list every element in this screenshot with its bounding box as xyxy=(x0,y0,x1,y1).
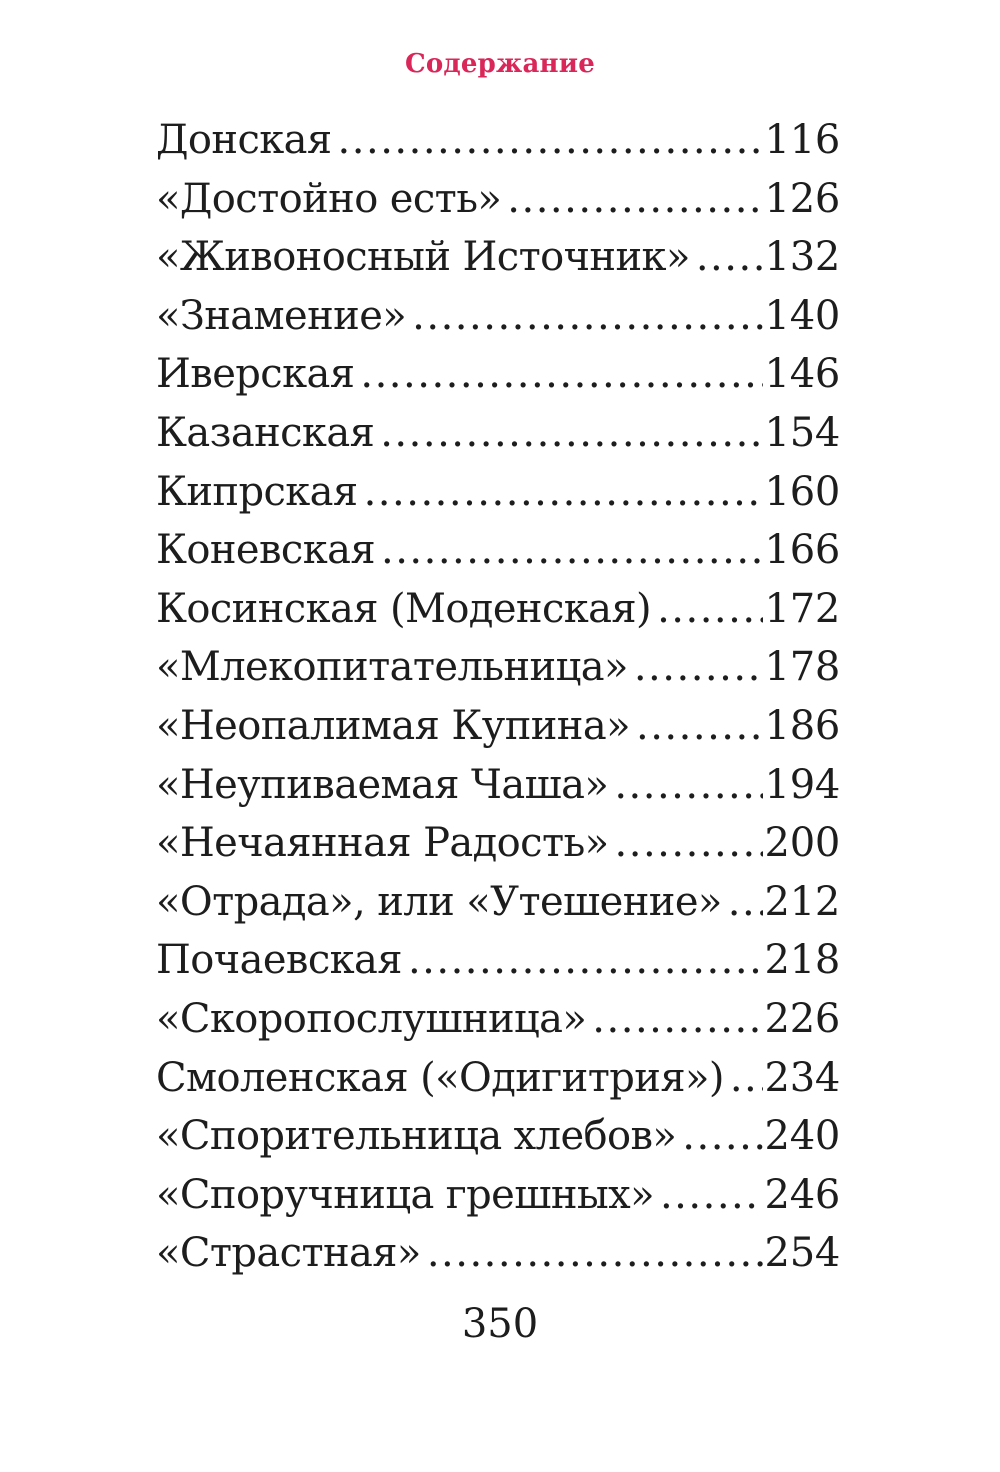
toc-entry xyxy=(156,287,840,346)
toc-dot-leader xyxy=(408,931,763,990)
toc-dot-leader xyxy=(615,814,763,873)
toc-entry-page: 116 xyxy=(764,117,840,163)
table-of-contents xyxy=(156,111,840,1283)
toc-dot-leader xyxy=(507,170,762,229)
toc-entry xyxy=(156,873,840,932)
toc-entry-page: 194 xyxy=(764,761,840,808)
toc-dot-leader xyxy=(682,1107,762,1166)
toc-entry-title: Кипрская xyxy=(156,468,358,515)
toc-entry-page: 154 xyxy=(764,409,840,456)
toc-entry xyxy=(156,1107,840,1166)
toc-entry-page: 240 xyxy=(764,1113,840,1160)
toc-entry-page: 212 xyxy=(764,878,840,925)
toc-dot-leader xyxy=(696,228,763,287)
toc-entry-page: 146 xyxy=(764,351,840,398)
toc-entry-title: «Достойно есть» xyxy=(156,175,502,222)
toc-entry xyxy=(156,404,840,463)
toc-entry-page: 172 xyxy=(764,585,840,632)
toc-entry-page: 234 xyxy=(764,1054,840,1101)
toc-entry-title: Иверская xyxy=(156,351,355,398)
toc-entry-page: 160 xyxy=(764,468,840,515)
toc-entry xyxy=(156,170,840,229)
toc-entry xyxy=(156,697,840,756)
toc-entry-page: 178 xyxy=(764,644,840,691)
toc-entry-page: 126 xyxy=(764,175,840,222)
toc-dot-leader xyxy=(730,1049,763,1108)
toc-entry xyxy=(156,1166,840,1225)
toc-entry xyxy=(156,1224,840,1283)
toc-entry-title: Донская xyxy=(156,117,332,163)
toc-entry-title: Казанская xyxy=(156,409,375,456)
toc-entry-page: 132 xyxy=(764,234,840,281)
toc-entry-title: «Млекопитательница» xyxy=(156,644,628,691)
page-number: 350 xyxy=(461,1301,539,1347)
toc-dot-leader xyxy=(614,756,762,815)
toc-entry-page: 200 xyxy=(764,820,840,867)
toc-dot-leader xyxy=(364,463,763,522)
toc-entry xyxy=(156,1049,840,1108)
toc-entry-title: «Отрада», или «Утешение» xyxy=(156,878,722,925)
toc-entry-title: «Спорительница хлебов» xyxy=(156,1113,677,1160)
toc-entry-title: Смоленская («Одигитрия») xyxy=(156,1054,724,1101)
toc-entry xyxy=(156,756,840,815)
toc-entry-title: «Неупиваемая Чаша» xyxy=(156,761,609,808)
toc-dot-leader xyxy=(338,111,763,170)
toc-entry-title: «Неопалимая Купина» xyxy=(156,702,630,749)
toc-entry xyxy=(156,228,840,287)
toc-dot-leader xyxy=(427,1224,763,1283)
toc-dot-leader xyxy=(636,697,763,756)
toc-entry xyxy=(156,345,840,404)
toc-dot-leader xyxy=(360,345,762,404)
toc-dot-leader xyxy=(657,580,762,639)
toc-dot-leader xyxy=(412,287,762,346)
toc-entry-page: 246 xyxy=(764,1171,840,1218)
toc-entry xyxy=(156,521,840,580)
toc-entry xyxy=(156,580,840,639)
toc-entry-page: 186 xyxy=(764,702,840,749)
toc-entry xyxy=(156,463,840,522)
toc-entry xyxy=(156,638,840,697)
toc-entry-title: «Страстная» xyxy=(156,1230,421,1277)
toc-dot-leader xyxy=(592,990,762,1049)
toc-dot-leader xyxy=(728,873,763,932)
toc-dot-leader xyxy=(381,521,763,580)
toc-entry-page: 254 xyxy=(764,1230,840,1277)
toc-dot-leader xyxy=(634,638,763,697)
toc-entry xyxy=(156,990,840,1049)
toc-entry-title: Коневская xyxy=(156,527,375,574)
toc-entry-page: 218 xyxy=(764,937,840,984)
toc-entry-title: «Нечаянная Радость» xyxy=(156,820,609,867)
toc-entry xyxy=(156,111,840,170)
toc-dot-leader xyxy=(660,1166,763,1225)
toc-entry-page: 226 xyxy=(764,995,840,1042)
toc-entry-page: 140 xyxy=(764,292,840,339)
toc-entry-title: «Споручница грешных» xyxy=(156,1171,654,1218)
contents-heading: Содержание xyxy=(404,49,596,79)
toc-entry xyxy=(156,931,840,990)
toc-entry-title: Почаевская xyxy=(156,937,402,984)
toc-entry-title: Косинская (Моденская) xyxy=(156,585,652,632)
toc-entry xyxy=(156,814,840,873)
toc-entry-title: «Живоносный Источник» xyxy=(156,234,690,281)
toc-entry-title: «Знамение» xyxy=(156,292,407,339)
toc-entry-title: «Скоропослушница» xyxy=(156,995,587,1042)
toc-entry-page: 166 xyxy=(764,527,840,574)
toc-dot-leader xyxy=(380,404,762,463)
